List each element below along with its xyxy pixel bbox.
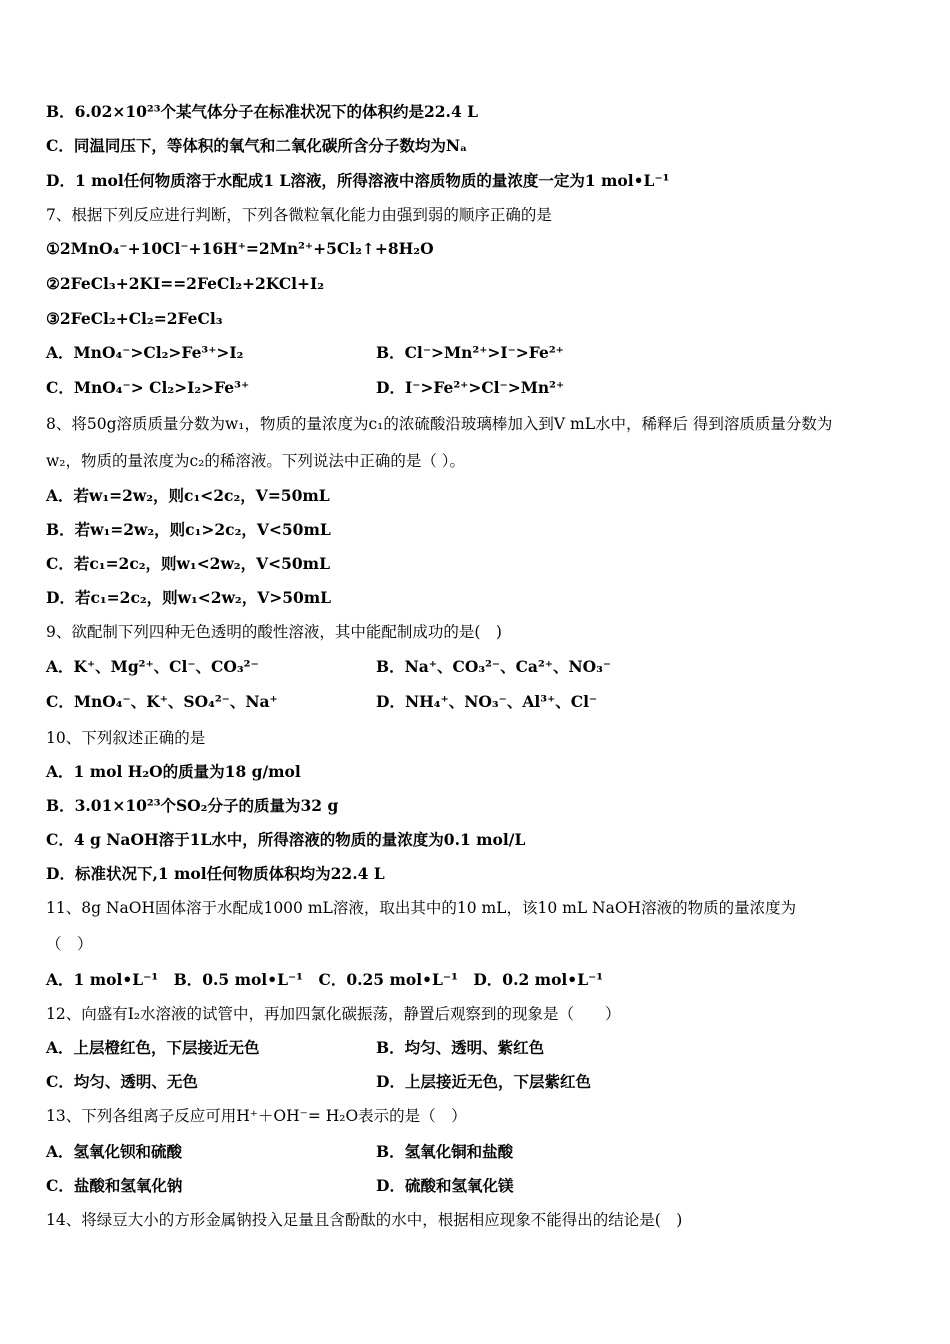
q13-option-c: C．盐酸和氢氧化钠 [46, 1176, 183, 1195]
q6-option-c: C．同温同压下，等体积的氧气和二氧化碳所含分子数均为Nₐ [46, 136, 468, 155]
q6-option-d: D．1 mol任何物质溶于水配成1 L溶液，所得溶液中溶质物质的量浓度一定为1 mol•L⁻¹ [46, 171, 670, 190]
q10-option-a: A．1 mol H₂O的质量为18 g/mol [46, 762, 301, 781]
q14-stem: 14、将绿豆大小的方形金属钠投入足量且含酚酞的水中，根据相应现象不能得出的结论是( ) [46, 1211, 683, 1229]
q12-option-a: A．上层橙红色，下层接近无色 [46, 1038, 260, 1057]
q12-option-c: C．均匀、透明、无色 [46, 1072, 198, 1091]
q9-option-d: D．NH₄⁺、NO₃⁻、Al³⁺、Cl⁻ [376, 692, 598, 711]
q7-option-d: D．I⁻>Fe²⁺>Cl⁻>Mn²⁺ [376, 378, 565, 397]
q12-stem: 12、向盛有I₂水溶液的试管中，再加四氯化碳振荡，静置后观察到的现象是（ ） [46, 1005, 621, 1023]
q11-paren: （ ） [46, 935, 93, 953]
q7-reaction-1: ①2MnO₄⁻+10Cl⁻+16H⁺=2Mn²⁺+5Cl₂↑+8H₂O [46, 239, 434, 258]
q7-stem: 7、根据下列反应进行判断，下列各微粒氧化能力由强到弱的顺序正确的是 [46, 206, 552, 224]
q7-reaction-3: ③2FeCl₂+Cl₂=2FeCl₃ [46, 309, 223, 328]
q8-option-a: A．若w₁=2w₂，则c₁<2c₂，V=50mL [46, 486, 330, 505]
q9-option-a: A．K⁺、Mg²⁺、Cl⁻、CO₃²⁻ [46, 657, 259, 676]
q11-stem: 11、8g NaOH固体溶于水配成1000 mL溶液，取出其中的10 mL，该10 mL NaOH溶液的物质的量浓度为 [46, 899, 797, 917]
q8-option-d: D．若c₁=2c₂，则w₁<2w₂，V>50mL [46, 588, 332, 607]
q10-option-b: B．3.01×10²³个SO₂分子的质量为32 g [46, 796, 339, 815]
q9-option-c: C．MnO₄⁻、K⁺、SO₄²⁻、Na⁺ [46, 692, 278, 711]
q7-option-a: A．MnO₄⁻>Cl₂>Fe³⁺>I₂ [46, 343, 244, 362]
q13-option-b: B．氢氧化铜和盐酸 [376, 1142, 514, 1161]
q13-option-d: D．硫酸和氢氧化镁 [376, 1176, 514, 1195]
q10-option-d: D．标准状况下,1 mol任何物质体积均为22.4 L [46, 864, 385, 883]
q13-option-a: A．氢氧化钡和硫酸 [46, 1142, 183, 1161]
q9-stem: 9、欲配制下列四种无色透明的酸性溶液，其中能配制成功的是( ) [46, 623, 502, 641]
q12-option-d: D．上层接近无色，下层紫红色 [376, 1072, 591, 1091]
q7-reaction-2: ②2FeCl₃+2KI==2FeCl₂+2KCl+I₂ [46, 274, 325, 293]
q10-stem: 10、下列叙述正确的是 [46, 729, 206, 747]
q11-options: A．1 mol•L⁻¹ B．0.5 mol•L⁻¹ C．0.25 mol•L⁻¹ D．0.2 mol•L⁻¹ [46, 970, 604, 989]
q12-option-b: B．均匀、透明、紫红色 [376, 1038, 545, 1057]
q8-stem-line1: 8、将50g溶质质量分数为w₁，物质的量浓度为c₁的浓硫酸沿玻璃棒加入到V mL水中，稀释后 得到溶质质量分数为 [46, 415, 833, 433]
q13-stem: 13、下列各组离子反应可用H⁺＋OH⁻= H₂O表示的是（ ） [46, 1107, 467, 1125]
q9-option-b: B．Na⁺、CO₃²⁻、Ca²⁺、NO₃⁻ [376, 657, 612, 676]
q8-option-c: C．若c₁=2c₂，则w₁<2w₂，V<50mL [46, 554, 330, 573]
q8-stem-line2: w₂，物质的量浓度为c₂的稀溶液。下列说法中正确的是（ ）。 [46, 452, 466, 470]
q8-option-b: B．若w₁=2w₂，则c₁>2c₂，V<50mL [46, 520, 331, 539]
q7-option-c: C．MnO₄⁻> Cl₂>I₂>Fe³⁺ [46, 378, 250, 397]
q7-option-b: B．Cl⁻>Mn²⁺>I⁻>Fe²⁺ [376, 343, 564, 362]
q10-option-c: C．4 g NaOH溶于1L水中，所得溶液的物质的量浓度为0.1 mol/L [46, 830, 526, 849]
q6-option-b: B．6.02×10²³个某气体分子在标准状况下的体积约是22.4 L [46, 102, 479, 121]
